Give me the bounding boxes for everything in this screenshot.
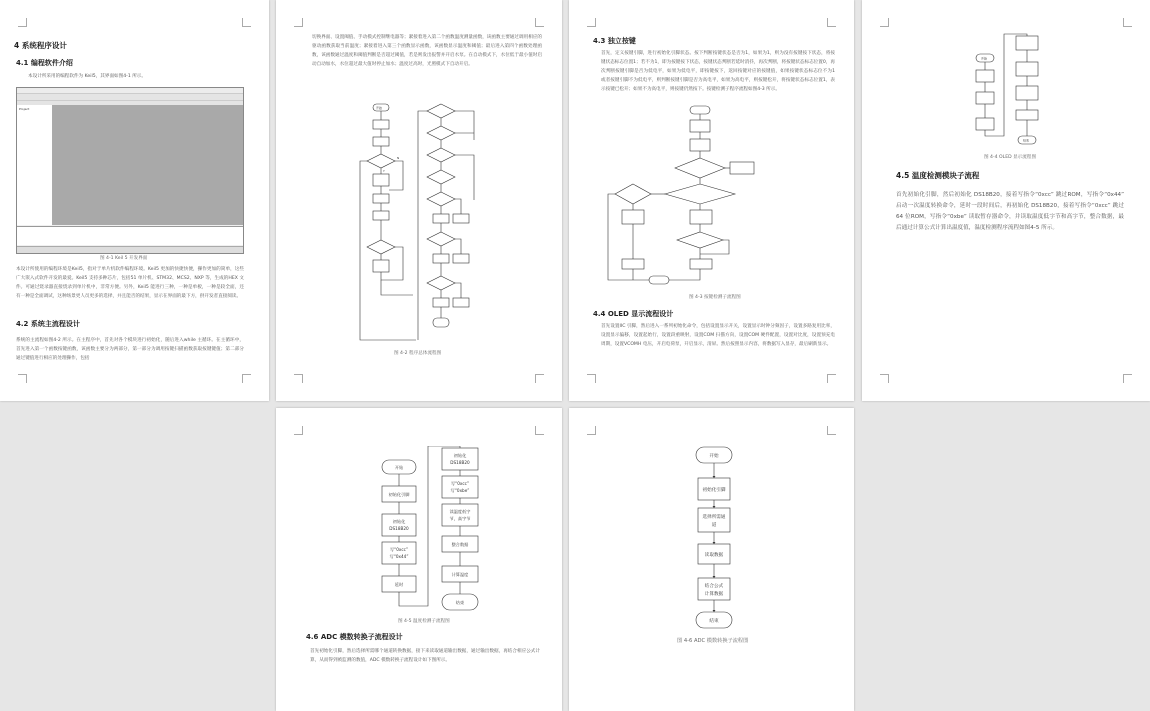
figure-4-1-caption: 图 4-1 Keil 5 开发界面 [100,256,148,261]
chapter-heading: 4 系统程序设计 [14,41,67,50]
page-6 [569,408,854,711]
figure-4-2-caption: 图 4-2 程序总体流程图 [394,351,442,356]
main-flow-description: 系统的主流程如图4-2 所示。在主程序中，首先对各个模块进行初始化，随后进入while 主循环。在主循环中，首先进入第一个函数按键函数，该函数主要分为两部分，第一部分为调用按键扫描函数获取按键键值；第二部分通过键值进行相应的处理操作，包括 [16,338,244,361]
main-flowchart [356,100,506,345]
adc-description: 首先初始化引脚，然后选择所需哪个通道转换数据，接下来读取通道输出数据，通过输出数据，再结合相应公式计算，从而得到被监测的数值，ADC 模数转换子流程设计如下图所示。 [310,649,540,663]
main-fc-y-label: Y [383,169,385,173]
temp-fc-init-ds2-1: 初始化 [453,453,467,458]
temp-fc-write1-2: 写“0x44” [389,554,409,559]
oled-fc-end: 结束 [1023,138,1030,143]
page-3 [569,0,854,401]
key-flowchart [605,104,775,289]
temp-fc-init-ds2-2: DS18B20 [450,460,470,465]
adc-fc-select-1: 选择所需通 [702,515,726,520]
figure-4-5-caption: 图 4-5 温度检测子流程图 [398,619,450,624]
temp-fc-merge: 整合数据 [451,542,469,547]
adc-fc-end: 结束 [709,619,719,624]
section-heading-main-flow: 4.2 系统主流程设计 [16,320,80,328]
temp-fc-init-ds-2: DS18B20 [389,526,409,531]
section-heading-oled: 4.4 OLED 显示流程设计 [593,310,674,318]
section-heading-adc: 4.6 ADC 模数转换子流程设计 [306,633,403,641]
keil-intro: 本设计所采用的编程软件为 Keil5，其界面如图4-1 所示。 [28,74,146,79]
figure-4-6-caption: 图 4-6 ADC 模数转换子流程图 [677,638,749,644]
main-fc-n-label: N [397,156,400,160]
oled-description: 首先设置IIC 引脚，然后进入一系列初始化命令，包括设置显示开关，设置显示时钟分频因子，设置多路复用比率，设置显示偏移，设置起始行，设置段重映射，设置COM 扫描方向，设置COM 硬件配置，设置对比度，设置预充电周期，设置VCOMH 电压，开启电荷泵，开启显示，清屏。然后按照显示内容，将数据写入显存，最后刷新显示。 [601,324,835,347]
page-1 [0,0,269,401]
adc-fc-select-2: 道 [711,523,717,528]
temp-fc-start: 开始 [394,465,404,470]
adc-fc-read: 读取数据 [704,553,724,558]
keil-description: 本设计所使用的编程环境是Keil5，指对于单片机软件编程环境。Keil5 更加的快捷快便，操作更加的简单，这些广大嵌入式软件开发的最爱。Keil5 支持多种芯片，包括51 单片机、STM32、MCS2、NXP 等，生成的HEX 文件。可通过烧录器直接烧录到单片机中，非常方便。另外，Keil5 能进行三种，一种是单板，一种是较全面，还有一种是全面调试，这种场景更人员更多的选择，并且能否的结果，显示在界面的最下方，供开发者直接阅读。 [16,267,244,299]
temp-fc-init-pin: 初始化引脚 [388,492,410,497]
adc-fc-init: 初始化引脚 [702,488,726,493]
section-heading-temp: 4.5 温度检测模块子流程 [896,171,980,180]
page-5 [276,408,562,711]
temp-fc-end: 结束 [455,600,465,605]
section-heading-keil: 4.1 编程软件介绍 [16,59,73,67]
page-2 [276,0,562,401]
temperature-flowchart [376,446,496,616]
key-description: 首先，定义按键引脚，进行初始化引脚状态。按下判断按键状态是否为1，如果为1，则为没有按键按下状态，将按键状态标志位置1；若不为1，即为按键按下状态，按键状态判断若延时消抖，再次判断，将按键状态标志位置0，再次判断按键引脚是否为低电平，如果为低电平，即按键按下，返回按键对应的按键值，如果按键状态标志位不为1 或者按键引脚不为低电平，则判断按键引脚是否为高电平，如果为高电平，则按键松开，将按键状态标志位置1，表示按键已松开；如果不为高电平，则按键仍然按下。按键检测子程序流程如图4-3 所示。 [601,51,835,92]
keil-project-tree: Project [19,107,30,111]
page-4 [862,0,1150,401]
figure-4-4-caption: 图 4-4 OLED 显示流程图 [984,155,1037,160]
adc-flowchart [689,444,749,634]
oled-flowchart [968,32,1048,150]
temp-description: 首先初始化引脚，然后初始化 DS18B20，接着写指令“0xcc” 跳过ROM，写指令“0x44” 启动一次温度转换命令，延时一段时间后，再初始化 DS18B20，接着写指令“0xcc” 跳过64 位ROM，写指令“0xbe” 读取暂存器命令，并读取温度低字节和高字节，整合数据，最后通过计算公式计算出温度值，温度检测程序流程如图4-5 所示。 [896,192,1124,231]
temp-fc-write2-2: 写“0xbe” [450,488,470,493]
temp-fc-calc: 计算温度 [451,572,469,577]
temp-fc-read-2: 节，高字节 [449,516,471,521]
oled-fc-start: 开始 [981,56,988,61]
main-flow-continued: 切换界面、设置阈值、手动模式控制继电器等；紧接着进入第二个函数温度测量函数，该函数主要通过调用相应的驱动函数获取当前温度；紧接着进入第三个函数显示函数，该函数显示温度和阈值；最后进入第四个函数处理函数，该函数通过温度和阈值判断是否超过阈值，若是则发出报警并开启水泵。在自动模式下，水位低于最小值时启动自动加水，水位超过最大值时停止加水；温度过高时，光照模式下自动开启。 [312,35,542,67]
temp-fc-init-ds-1: 初始化 [392,519,406,524]
figure-4-3-caption: 图 4-3 按键检测子流程图 [689,295,741,300]
adc-fc-calc-1: 结合公式 [704,584,724,589]
temp-fc-delay: 延时 [394,582,404,587]
temp-fc-read-1: 读温度低字 [449,509,471,514]
temp-fc-write1-1: 写“0xcc” [389,547,409,552]
main-fc-start-label: 开始 [376,106,383,110]
temp-fc-write2-1: 写“0xcc” [450,481,470,486]
keil-screenshot [16,87,244,254]
adc-fc-calc-2: 计算数据 [704,592,724,597]
adc-fc-start: 开始 [709,454,719,459]
section-heading-key: 4.3 独立按键 [593,37,636,45]
